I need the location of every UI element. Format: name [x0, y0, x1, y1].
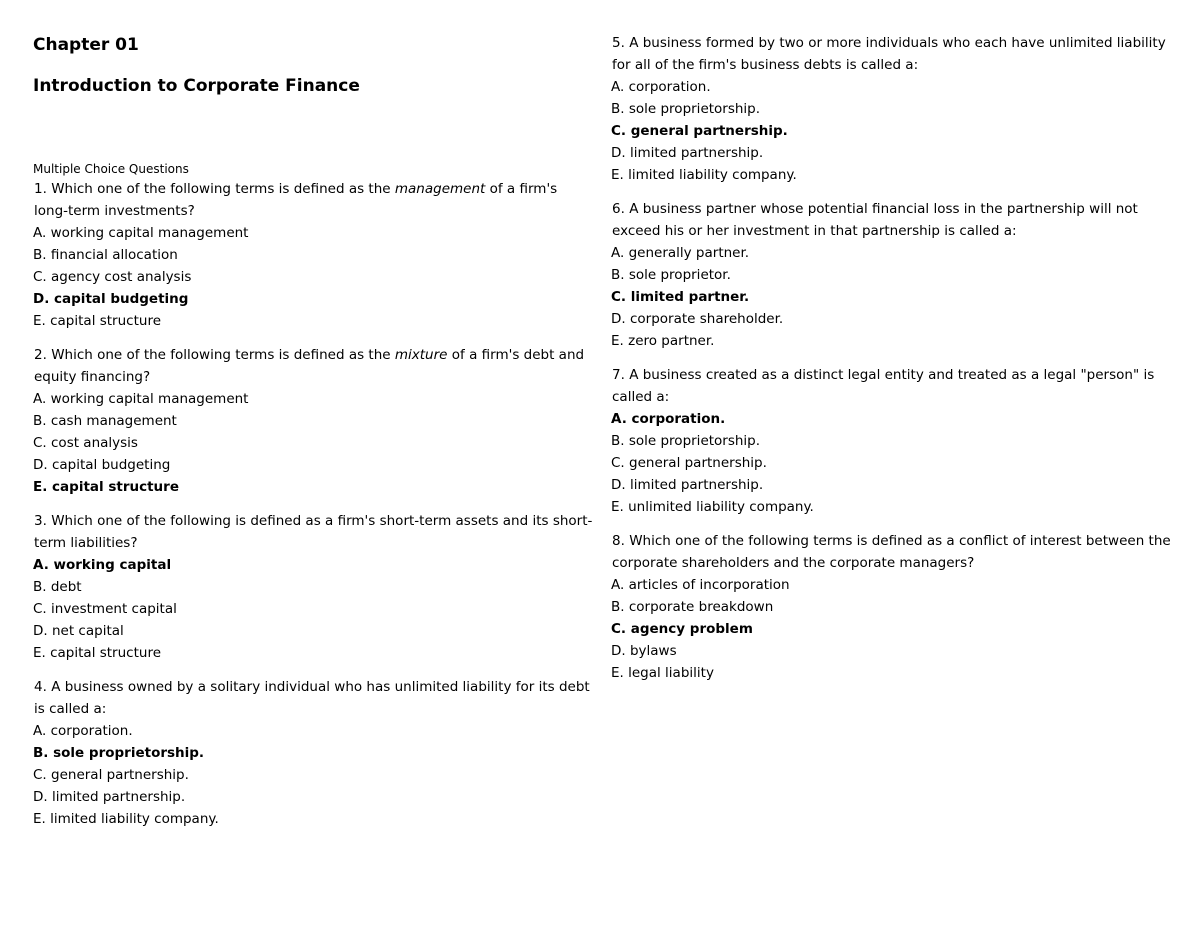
answer-option: C. cost analysis — [33, 435, 138, 451]
question-1 — [33, 178, 593, 332]
question-6 — [611, 198, 1181, 352]
answer-option-correct: A. working capital — [33, 557, 172, 573]
question-stem — [33, 178, 593, 222]
answer-option: D. net capital — [33, 623, 124, 639]
answer-option: E. zero partner. — [611, 333, 715, 349]
answer-option: A. generally partner. — [611, 245, 750, 261]
answer-option: A. corporation. — [33, 723, 133, 739]
question-number: 5. — [612, 35, 625, 51]
answer-option: C. investment capital — [33, 601, 177, 617]
answer-option: B. debt — [33, 579, 82, 595]
question-text: Which one of the following terms is defined as the — [51, 347, 395, 363]
chapter-title: Introduction to Corporate Finance — [33, 76, 360, 96]
answer-option: A. articles of incorporation — [611, 577, 790, 593]
question-stem — [611, 32, 1181, 76]
answer-option: A. working capital management — [33, 391, 249, 407]
question-emphasis: management — [394, 181, 486, 197]
section-heading: Multiple Choice Questions — [33, 162, 189, 176]
answer-option: B. sole proprietorship. — [611, 433, 761, 449]
question-text: A business partner whose potential financial loss in the partnership will not exceed his or her investment in that partnership is called a: — [612, 201, 1138, 239]
question-text: A business created as a distinct legal entity and treated as a legal "person" is called a: — [612, 367, 1155, 405]
question-number: 2. — [34, 347, 47, 363]
question-number: 7. — [612, 367, 625, 383]
question-3 — [33, 510, 593, 664]
question-stem — [33, 510, 593, 554]
answer-option: E. unlimited liability company. — [611, 499, 814, 515]
answer-option: E. limited liability company. — [33, 811, 219, 827]
answer-option: E. capital structure — [33, 645, 161, 661]
answer-option: D. limited partnership. — [33, 789, 186, 805]
question-stem — [33, 676, 593, 720]
answer-option: C. general partnership. — [33, 767, 189, 783]
answer-option-correct: C. limited partner. — [611, 289, 750, 305]
answer-option: B. sole proprietor. — [611, 267, 731, 283]
question-number: 3. — [34, 513, 47, 529]
question-text: Which one of the following is defined as a firm's short-term assets and its short-term liabilities? — [34, 513, 593, 551]
answer-option: E. legal liability — [611, 665, 714, 681]
question-stem — [611, 198, 1181, 242]
question-text: A business owned by a solitary individual who has unlimited liability for its debt is called a: — [34, 679, 590, 717]
answer-option: D. limited partnership. — [611, 145, 764, 161]
answer-option: A. working capital management — [33, 225, 249, 241]
answer-option-correct: B. sole proprietorship. — [33, 745, 205, 761]
answer-option: A. corporation. — [611, 79, 711, 95]
question-4 — [33, 676, 593, 830]
answer-option-correct: E. capital structure — [33, 479, 179, 495]
answer-option-correct: D. capital budgeting — [33, 291, 189, 307]
answer-option: D. corporate shareholder. — [611, 311, 784, 327]
question-7 — [611, 364, 1181, 518]
answer-option: E. limited liability company. — [611, 167, 797, 183]
question-stem — [611, 364, 1181, 408]
question-number: 6. — [612, 201, 625, 217]
question-text-end: of a firm's long-term investments? — [34, 181, 558, 219]
answer-option-correct: C. agency problem — [611, 621, 753, 637]
answer-option: C. general partnership. — [611, 455, 767, 471]
question-stem — [611, 530, 1181, 574]
answer-option: C. agency cost analysis — [33, 269, 192, 285]
answer-option: D. capital budgeting — [33, 457, 171, 473]
question-text: Which one of the following terms is defined as a conflict of interest between the corporate shareholders and the corporate managers? — [612, 533, 1171, 571]
question-5 — [611, 32, 1181, 186]
question-stem — [33, 344, 593, 388]
answer-option: B. cash management — [33, 413, 177, 429]
answer-option: D. bylaws — [611, 643, 677, 659]
question-2 — [33, 344, 593, 498]
chapter-number: Chapter 01 — [33, 35, 139, 55]
answer-option: E. capital structure — [33, 313, 161, 329]
question-number: 8. — [612, 533, 625, 549]
answer-option-correct: A. corporation. — [611, 411, 726, 427]
answer-option: B. financial allocation — [33, 247, 178, 263]
answer-option: D. limited partnership. — [611, 477, 764, 493]
answer-option-correct: C. general partnership. — [611, 123, 788, 139]
answer-option: B. sole proprietorship. — [611, 101, 761, 117]
question-emphasis: mixture — [394, 347, 448, 363]
question-text-end: of a firm's debt and equity financing? — [34, 347, 585, 385]
question-number: 4. — [34, 679, 47, 695]
answer-option: B. corporate breakdown — [611, 599, 774, 615]
question-number: 1. — [34, 181, 47, 197]
question-text: Which one of the following terms is defined as the — [51, 181, 395, 197]
question-8 — [611, 530, 1181, 684]
question-text: A business formed by two or more individuals who each have unlimited liability for all of the firm's business debts is called a: — [612, 35, 1166, 73]
